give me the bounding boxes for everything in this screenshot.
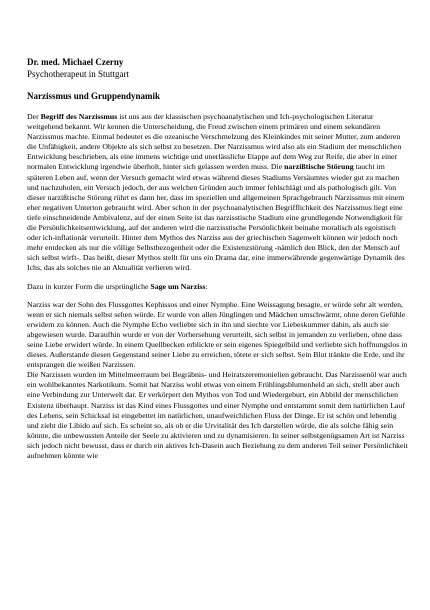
author-name: Dr. med. Michael Czerny: [27, 57, 124, 67]
saga-intro-text-1: Dazu in kurzer Form die ursprüngliche: [27, 281, 151, 291]
saga-intro-bold: Sage um Narziss: [150, 281, 206, 291]
intro-bold-term-2: narzißtische Störung: [284, 162, 354, 172]
saga-intro-text-2: :: [205, 281, 208, 291]
saga-intro-paragraph: [27, 282, 410, 292]
intro-bold-term-1: Begriff des Narzissmus: [40, 112, 118, 121]
intro-text-2: ist uns aus der klassischen psychoanalytischen und Ich-psychologischen Literatur weitgehend bekannt. Wir kennen die Unterscheidung, die Freud zwischen einem primären und einem sekundären Narzissmus machte. Einmal bedeutet es die ozeanische Verschmelzung des Kleinkindes mit seiner Mutter, zum anderen die Unfähigkeit, andere Objekte als sich selbst zu besetzen. Der Narzissmus wird also als ein Stadium der menschlichen Entwicklung beschrieben, als eine immens wichtige und unerlässliche Etappe auf dem Weg zur Reife, die aber in einer normalen Entwicklung irgendwie überholt, hinter sich gelassen werden muss. Die: [27, 112, 402, 172]
intro-paragraph: [27, 112, 410, 274]
intro-text-1: Der: [27, 112, 41, 121]
saga-paragraph-2: Die Narzissen wurden im Mittelmeerraum bei Begräbnis- und Heiratszeremonielien gebraucht. Das Narzissenöl war auch ein wohlbekanntes Narkotikum. Somit hat Narziss wohl etwas von einem Frühlingsblumenheld an sich, stellt aber auch eine Verbindung zur Unterwelt dar. Er verkörpert den Mythos von Tod und Wiedergeburt, ein Abbild der menschlichen Existenz überhaupt. Narziss ist das Kind eines Flussgottes und einer Nymphe und entstammt somit dem natürlichen Lauf des Lebens, sein Schicksal ist eingebettet im natürlichen, unaufweichlichen Fluss der Dinge. Er ist schön und lebendig und zieht die Libido auf sich. Es scheint so, als ob er die Urvitalität des Ich darstellen würde, die als solche fähig sein könnte, die unbewussten Anteile der Seele zu aktivieren und zu dynamisieren. In seiner selbstgenügsamen Art ist Narziss sich jedoch nicht bewusst, dass er durch ein aktives Ich-Dasein auch Beziehung zu dem anderen Teil seiner Persönlichkeit aufnehmen könnte wie: [27, 370, 408, 460]
article-title: Narzissmus und Gruppendynamik: [27, 91, 161, 101]
saga-paragraph-1: Narziss war der Sohn des Flussgottes Kephissos und einer Nymphe. Eine Weissagung besagte, er würde sehr alt werden, wenn er sich niemals selbst sehen würde. Er wurde von allen Jünglingen und Mädchen umschwärmt, ohne deren Gefühle erwidern zu können. Auch die Nymphe Echo verliebte sich in ihn und siechte vor Liebeskummer dahin, als auch sie abgewiesen wurde. Daraufhin wurde er von der Vorhersehung verurteilt, sich selbst in jemanden zu verlieben, ohne dass seine Liebe erwidert würde. In einem Quellbecken erblickte er sein eigenes Spiegelbild und verliebte sich hoffnungslos in dieses. Außerstande diesen Gegenstand seiner Liebe zu erreichen, tötete er sich selbst. Sein Blut tränkte die Erde, und ihr entsprangen die weißen Narzissen.: [27, 299, 408, 370]
intro-text-3: taucht im späteren Leben auf, wenn der Versuch gemacht wird etwas während dieses Stadiums Versäumtes wieder gut zu machen und nachzuholen, ein Versuch jedoch, der aus welchen Gründen auch immer fehlschlägt und als pathologisch gilt. Von dieser narzißtische Störung rührt es dann her, dass im speziellen und allgemeinen Sprachgebrauch Narzissmus mit einem eher negativen Unterton gebraucht wird. Aber schon in der psychoanalytischen Begrifflichkeit des Narzissmus liegt eine tiefe einschneidende Ambivalenz, auf der einen Seite ist das narzisstische Stadium eine grundlegende Notwendigkeit für die Persönlichkeitsentwicklung, auf der anderen wird die narzisstische Persönlichkeit beinahe moralisch als egoistisch oder ich-inflationär verurteilt. Hinter dem Mythos des Narziss aus der griechischen Sagenwelt können wir jedoch noch mehr entdecken als nur die völlige Selbstbezogenheit oder die Existenzstörung -nämlich den Blick, den der Mensch auf sich selbst wirft-. Das heißt, dieser Mythos stellt für uns ein Drama dar, eine immerwährende gegenwärtige Dynamik des Ichs, das als solches nie an Aktualität verlieren wird.: [27, 162, 405, 273]
author-role: Psychotherapeut in Stuttgart: [27, 69, 129, 79]
